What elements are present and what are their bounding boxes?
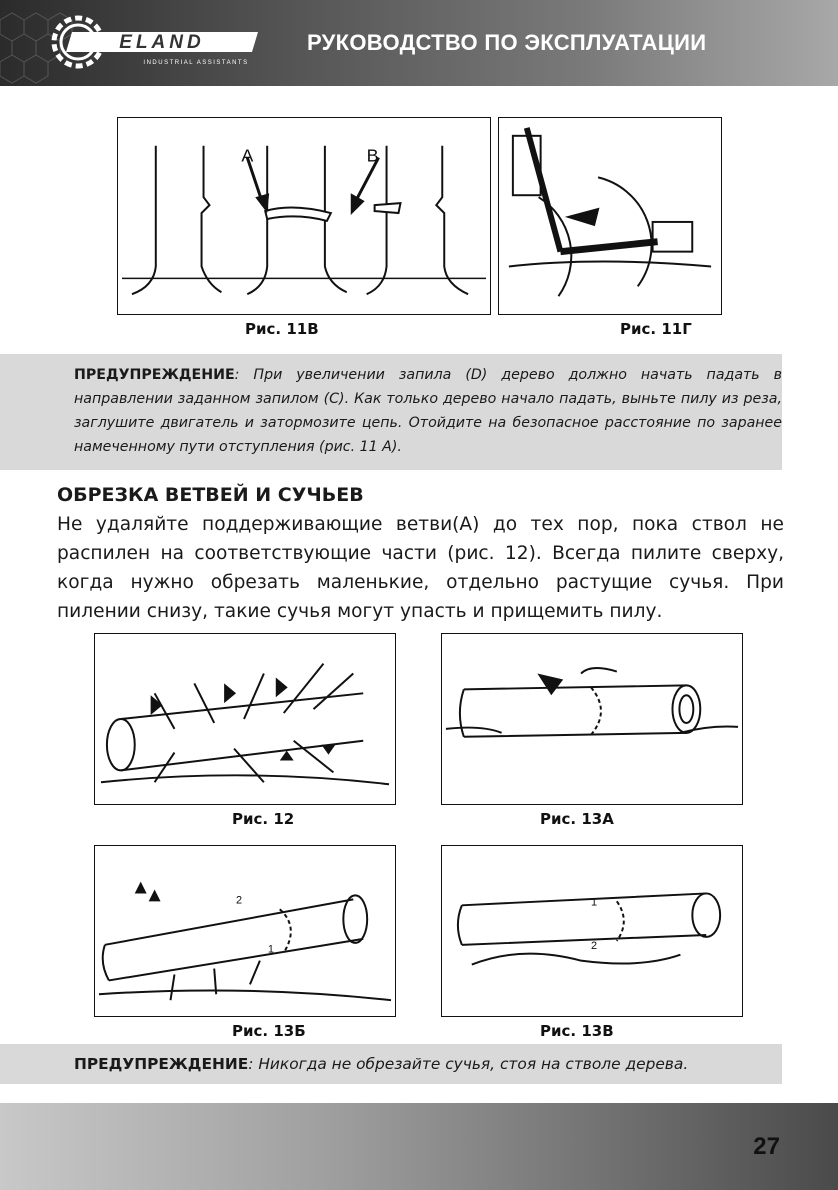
cut-label-2: 2 xyxy=(236,894,243,907)
caption-fig-13a: Рис. 13А xyxy=(540,810,614,828)
label-a: A xyxy=(241,145,254,166)
figure-13b xyxy=(94,845,396,1017)
caption-fig-12: Рис. 12 xyxy=(232,810,295,828)
figure-11g xyxy=(498,117,722,315)
cut-label-2: 2 xyxy=(591,939,598,952)
warning-text: : Никогда не обрезайте сучья, стоя на стволе дерева. xyxy=(248,1055,689,1073)
warning-text: : При увеличении запила (D) дерево должно начать падать в направлении заданном запилом (С). Как только дерево начало падать, выньте пилу из реза, заглушите двигатель и затормозите цепь. Отойдите на безопасное расстояние по заранее намеченному пути отступления (рис. 11 А). xyxy=(74,367,782,455)
label-b: B xyxy=(366,145,379,166)
warning-box-1 xyxy=(0,354,782,470)
page-number: 27 xyxy=(753,1133,780,1160)
brand-logo xyxy=(46,10,276,74)
brand-tagline: INDUSTRIAL ASSISTANTS xyxy=(143,60,249,66)
caption-fig-13v: Рис. 13В xyxy=(540,1022,614,1040)
page-header xyxy=(0,0,838,86)
caption-fig-13b: Рис. 13Б xyxy=(232,1022,306,1040)
brand-name: ELAND xyxy=(119,32,205,53)
warning-label: ПРЕДУПРЕЖДЕНИЕ xyxy=(74,1055,249,1073)
page-footer xyxy=(0,1103,838,1190)
section-title: ОБРЕЗКА ВЕТВЕЙ И СУЧЬЕВ xyxy=(57,484,364,506)
cut-label-1: 1 xyxy=(591,896,598,909)
manual-title: РУКОВОДСТВО ПО ЭКСПЛУАТАЦИИ xyxy=(307,30,707,55)
figure-13a xyxy=(441,633,743,805)
caption-fig-11g: Рис. 11Г xyxy=(620,320,692,338)
warning-box-2 xyxy=(0,1044,782,1084)
warning-label: ПРЕДУПРЕЖДЕНИЕ xyxy=(74,367,235,383)
figure-11v xyxy=(117,117,491,315)
figure-12 xyxy=(94,633,396,805)
figure-13v xyxy=(441,845,743,1017)
section-paragraph: Не удаляйте поддерживающие ветви(А) до тех пор, пока ствол не распилен на соответствующие части (рис. 12). Всегда пилите сверху, когда нужно обрезать маленькие, отдельно растущие сучья. При пилении снизу, такие сучья могут упасть и прищемить пилу. xyxy=(57,514,784,622)
cut-label-1: 1 xyxy=(267,943,274,956)
caption-fig-11v: Рис. 11В xyxy=(245,320,319,338)
